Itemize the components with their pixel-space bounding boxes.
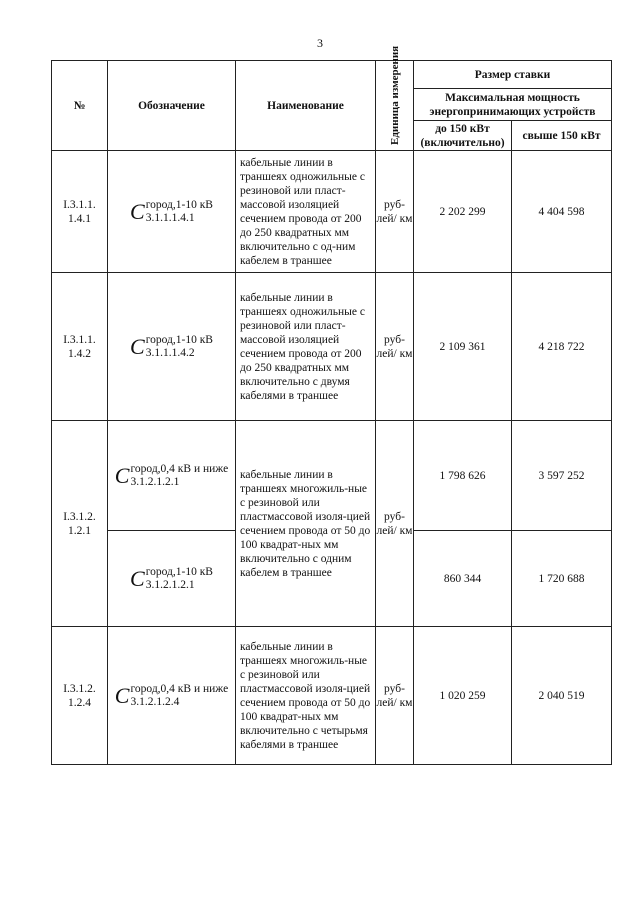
header-num: №: [52, 61, 108, 151]
row-number: I.3.1.1. 1.4.1: [52, 151, 108, 273]
value-upto150: 2 109 361: [414, 273, 512, 421]
unit: руб-лей/ км: [376, 273, 414, 421]
value-over150: 4 404 598: [512, 151, 612, 273]
description: кабельные линии в траншеях многожиль-ные с резиновой или пластмассовой изоля-цией сечением провода от 50 до 100 квадрат-ных мм включительно с четырьмя кабелями в траншее: [236, 627, 376, 765]
formula-symbol: C: [114, 462, 130, 488]
rate-formula: [115, 683, 228, 708]
table-row: [52, 273, 612, 421]
header-name: Наименование: [236, 61, 376, 151]
value-upto150: 860 344: [414, 531, 512, 627]
value-over150: 3 597 252: [512, 421, 612, 531]
value-over150: 2 040 519: [512, 627, 612, 765]
formula-subscript: 3.1.2.1.2.1: [130, 476, 180, 488]
header-designation: Обозначение: [108, 61, 236, 151]
designation-cell: [108, 151, 236, 273]
row-number: I.3.1.2. 1.2.4: [52, 627, 108, 765]
formula-superscript: город,1-10 кВ: [145, 334, 213, 346]
unit: руб-лей/ км: [376, 627, 414, 765]
row-number: I.3.1.2. 1.2.1: [52, 421, 108, 627]
formula-symbol: C: [114, 682, 130, 708]
formula-superscript: город,0,4 кВ и ниже: [130, 683, 229, 695]
formula-symbol: C: [130, 198, 145, 224]
header-upto150: до 150 кВт (включительно): [414, 121, 512, 151]
value-over150: 4 218 722: [512, 273, 612, 421]
formula-subscript: 3.1.1.1.4.2: [145, 347, 195, 359]
formula-subscript: 3.1.2.1.2.4: [130, 696, 180, 708]
value-upto150: 1 020 259: [414, 627, 512, 765]
table-row: [52, 627, 612, 765]
header-over150: свыше 150 кВт: [512, 121, 612, 151]
header-rate-size: Размер ставки: [414, 61, 612, 89]
value-upto150: 2 202 299: [414, 151, 512, 273]
table-row: [52, 151, 612, 273]
formula-subscript: 3.1.2.1.2.1: [145, 579, 195, 591]
rate-formula: [130, 199, 213, 224]
row-number: I.3.1.1. 1.4.2: [52, 273, 108, 421]
description: кабельные линии в траншеях одножильные с резиновой или пласт-массовой изоляцией сечением провода от 200 до 250 квадратных мм включительно с од-ним кабелем в траншее: [236, 151, 376, 273]
header-unit: Единица измерения: [388, 45, 401, 145]
formula-symbol: C: [130, 333, 145, 359]
designation-cell: [108, 273, 236, 421]
value-over150: 1 720 688: [512, 531, 612, 627]
unit: руб-лей/ км: [376, 151, 414, 273]
table-row: [52, 421, 612, 531]
header-max-power: Максимальная мощность энергопринимающих устройств: [414, 89, 612, 121]
designation-cell: [108, 627, 236, 765]
formula-symbol: C: [130, 565, 145, 591]
rate-formula: [130, 566, 213, 591]
designation-cell: [108, 531, 236, 627]
value-upto150: 1 798 626: [414, 421, 512, 531]
rates-table: [51, 45, 612, 765]
description: кабельные линии в траншеях многожиль-ные с резиновой или пластмассовой изоля-цией сечением провода от 50 до 100 квадрат-ных мм включительно с одним кабелем в траншее: [236, 421, 376, 627]
formula-superscript: город,1-10 кВ: [145, 199, 213, 211]
description: кабельные линии в траншеях одножильные с резиновой или пласт-массовой изоляцией сечением провода от 200 до 250 квадратных мм включительно с двумя кабелями в траншее: [236, 273, 376, 421]
formula-superscript: город,0,4 кВ и ниже: [130, 463, 229, 475]
header-unit-cell: [376, 45, 414, 151]
rate-formula: [115, 463, 228, 488]
designation-cell: [108, 421, 236, 531]
page-number: 3: [317, 36, 323, 50]
formula-subscript: 3.1.1.1.4.1: [145, 212, 195, 224]
unit: руб-лей/ км: [376, 421, 414, 627]
formula-superscript: город,1-10 кВ: [145, 566, 213, 578]
rate-formula: [130, 334, 213, 359]
